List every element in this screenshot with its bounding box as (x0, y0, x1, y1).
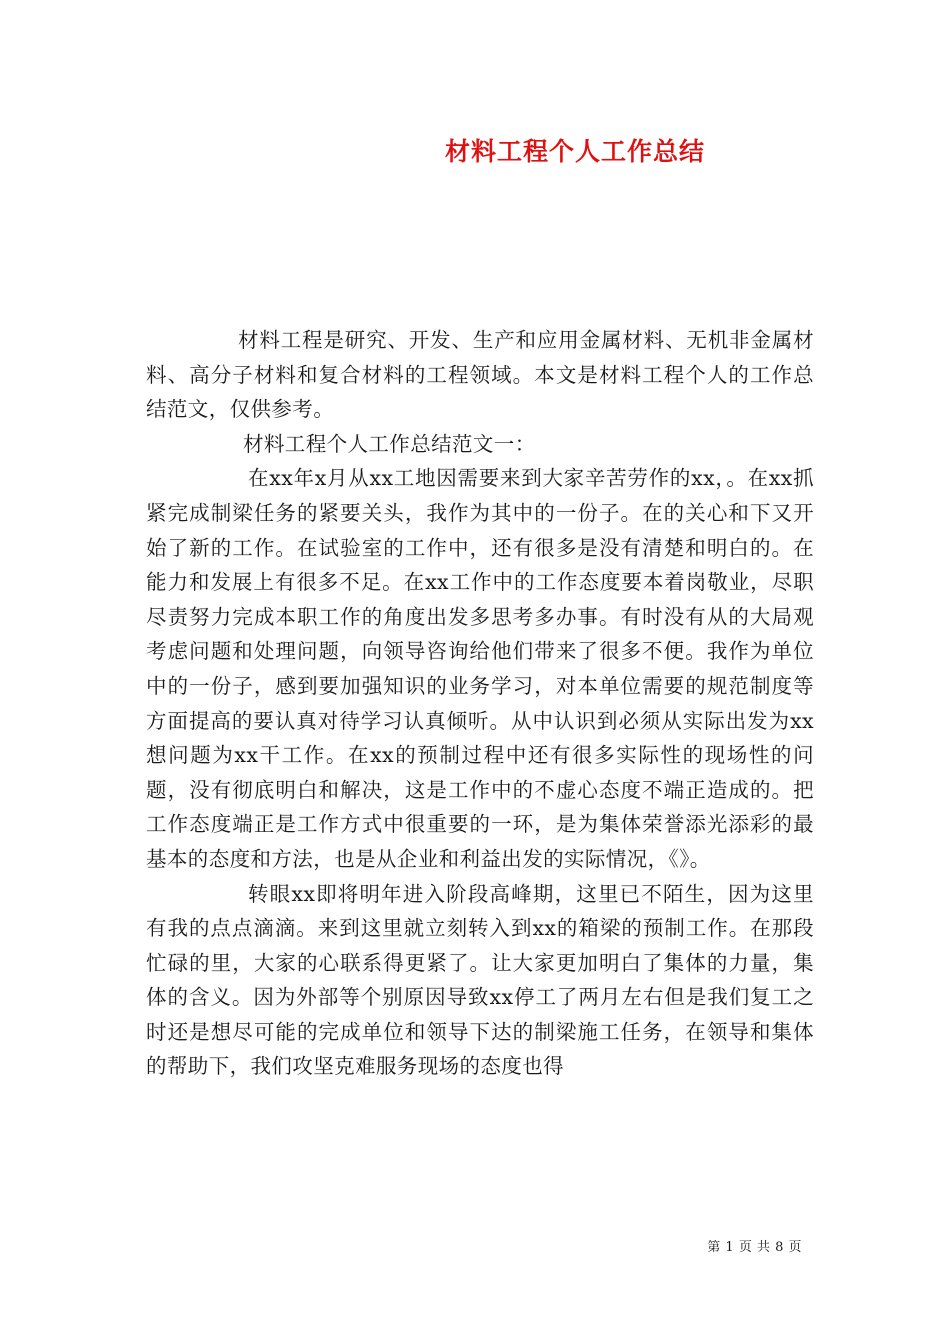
body-paragraph-1: 在xx年x月从xx工地因需要来到大家辛苦劳作的xx，。在xx抓紧完成制梁任务的紧要关头，我作为其中的一份子。在的关心和下又开始了新的工作。在试验室的工作中，还有很多是没有清楚和明白的。在能力和发展上有很多不足。在xx工作中的工作态度要本着岗敬业，尽职尽责努力完成本职工作的角度出发多思考多办事。有时没有从的大局观考虑问题和处理问题，向领导咨询给他们带来了很多不便。我作为单位中的一份子，感到要加强知识的业务学习，对本单位需要的规范制度等方面提高的要认真对待学习认真倾听。从中认识到必须从实际出发为xx想问题为xx干工作。在xx的预制过程中还有很多实际性的现场性的问题，没有彻底明白和解决，这是工作中的不虚心态度不端正造成的。把工作态度端正是工作方式中很重要的一环，是为集体荣誉添光添彩的最基本的态度和方法，也是从企业和利益出发的实际情况，《》。 (146, 466, 814, 871)
page-number: 第 1 页 共 8 页 (707, 1240, 802, 1255)
document-body (146, 323, 814, 1084)
section-heading: 材料工程个人工作总结范文一： (243, 431, 536, 456)
document-title: 材料工程个人工作总结 (444, 137, 705, 166)
intro-paragraph: 材料工程是研究、开发、生产和应用金属材料、无机非金属材料、高分子材料和复合材料的工程领域。本文是材料工程个人的工作总结范文，仅供参考。 (146, 328, 814, 422)
body-paragraph-2: 转眼xx即将明年进入阶段高峰期，这里已不陌生，因为这里有我的点点滴滴。来到这里就立刻转入到xx的箱梁的预制工作。在那段忙碌的里，大家的心联系得更紧了。让大家更加明白了集体的力量，集体的含义。因为外部等个别原因导致xx停工了两月左右但是我们复工之时还是想尽可能的完成单位和领导下达的制梁施工任务，在领导和集体的帮助下，我们攻坚克难服务现场的态度也得 (146, 881, 814, 1079)
